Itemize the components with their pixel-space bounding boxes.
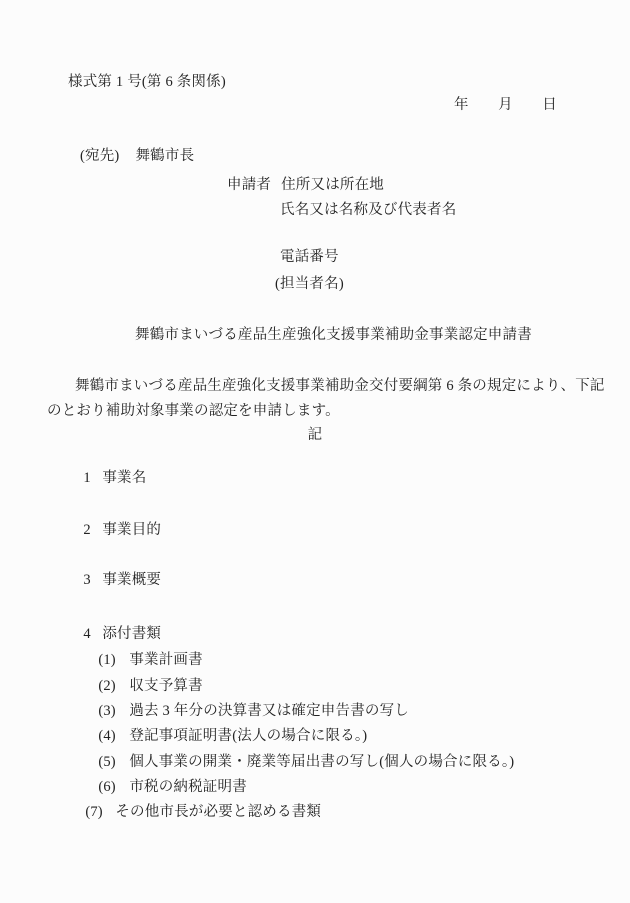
list-item-3-number: 3 — [83, 571, 91, 588]
attachment-item-1-number: (1) — [98, 651, 116, 668]
ki-marker: 記 — [307, 427, 323, 443]
date-line: 年 月 日 — [454, 97, 557, 113]
recipient-line — [80, 149, 194, 165]
document-title: 舞鶴市まいづる産品生産強化支援事業補助金事業認定申請書 — [135, 327, 532, 343]
attachment-item-7-label: その他市長が必要と認める書類 — [115, 803, 322, 820]
attachment-item-6-label: 市税の納税証明書 — [129, 778, 247, 795]
attachment-item-5-label: 個人事業の開業・廃業等届出書の写し(個人の場合に限る。) — [129, 753, 515, 770]
applicant-label: 申請者 — [227, 177, 272, 193]
field-contact-label: (担当者名) — [275, 276, 344, 292]
form-number: 様式第 1 号(第 6 条関係) — [68, 74, 226, 90]
attachment-item-4-label: 登記事項証明書(法人の場合に限る。) — [129, 727, 368, 744]
field-address-label: 住所又は所在地 — [281, 177, 385, 193]
recipient-prefix: (宛先) — [80, 148, 120, 164]
attachment-item-6-number: (6) — [98, 778, 116, 795]
list-item-1-label: 事業名 — [102, 469, 147, 486]
list-item-1 — [68, 455, 146, 503]
attachment-item-3-number: (3) — [98, 702, 116, 719]
list-item-4-number: 4 — [83, 625, 91, 642]
field-name-label: 氏名又は名称及び代表者名 — [280, 202, 457, 218]
field-phone-label: 電話番号 — [280, 249, 339, 265]
list-item-2-label: 事業目的 — [102, 521, 162, 538]
list-item-4-label: 添付書類 — [102, 625, 162, 642]
list-item-1-number: 1 — [83, 469, 91, 486]
attachment-item-7 — [70, 789, 321, 837]
attachment-item-4-number: (4) — [98, 727, 116, 744]
body-paragraph-line-1: 舞鶴市まいづる産品生産強化支援事業補助金交付要綱第 6 条の規定により、下記 — [75, 378, 605, 394]
attachment-item-1-label: 事業計画書 — [129, 651, 203, 668]
list-item-2-number: 2 — [83, 521, 91, 538]
attachment-item-3-label: 過去 3 年分の決算書又は確定申告書の写し — [129, 702, 410, 719]
recipient-name: 舞鶴市長 — [135, 148, 195, 164]
attachment-item-5-number: (5) — [98, 753, 116, 770]
attachment-item-2-label: 収支予算書 — [129, 677, 203, 694]
list-item-3-label: 事業概要 — [102, 571, 162, 588]
body-paragraph-line-2: のとおり補助対象事業の認定を申請します。 — [47, 403, 340, 419]
attachment-item-7-number: (7) — [85, 803, 103, 820]
list-item-2 — [68, 507, 161, 555]
applicant-line — [227, 178, 384, 194]
list-item-3 — [68, 557, 161, 605]
attachment-item-2-number: (2) — [98, 677, 116, 694]
